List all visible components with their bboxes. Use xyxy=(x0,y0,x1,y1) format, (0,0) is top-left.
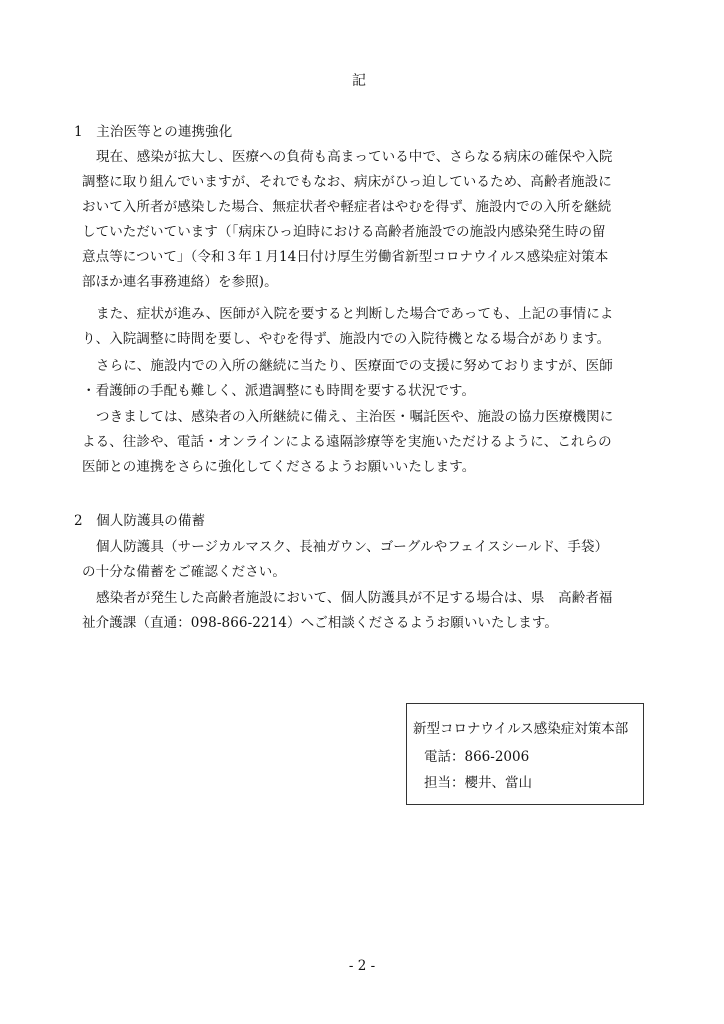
section1-line: 医師との連携をさらに強化してくださるようお願いいたします。 xyxy=(82,459,476,475)
contact-phone: 電話：866-2006 xyxy=(424,749,530,765)
section2-line: 祉介護課（直通：098-866-2214）へご相談くださるようお願いいたします。 xyxy=(82,615,558,631)
section1-line: つきましては、感染者の入所継続に備え、主治医・嘱託医や、施設の協力医療機関に xyxy=(96,409,614,425)
contact-org: 新型コロナウイルス感染症対策本部 xyxy=(413,721,629,737)
section1-line: さらに、施設内での入所の継続に当たり、医療面での支援に努めておりますが、医師 xyxy=(96,358,613,374)
section1-line: 現在、感染が拡大し、医療への負荷も高まっている中で、さらなる病床の確保や入院 xyxy=(96,149,613,165)
section1-line: 調整に取り組んでいますが、それでもなお、病床がひっ迫しているため、高齢者施設に xyxy=(82,174,612,190)
section2-line: 感染者が発生した高齢者施設において、個人防護具が不足する場合は、県 高齢者福 xyxy=(96,590,613,606)
section2-line: 個人防護具（サージカルマスク、長袖ガウン、ゴーグルやフェイスシールド、手袋） xyxy=(96,539,609,555)
section2-heading: 2 個人防護具の備蓄 xyxy=(74,513,206,529)
contact-box xyxy=(406,703,644,805)
section1-line: ・看護師の手配も難しく、派遣調整にも時間を要する状況です。 xyxy=(82,383,476,399)
section1-line: また、症状が進み、医師が入院を要すると判断した場合であっても、上記の事情によ xyxy=(96,306,614,322)
section1-line: り、入院調整に時間を要し、やむを得ず、施設内での入院待機となる場合があります。 xyxy=(82,331,611,347)
section2-line: の十分な備蓄をご確認ください。 xyxy=(82,564,286,580)
contact-staff: 担当：櫻井、當山 xyxy=(424,775,532,791)
section1-heading: 1 主治医等との連携強化 xyxy=(74,124,233,140)
section1-line: 意点等について」（令和３年１月14日付け厚生労働省新型コロナウイルス感染症対策本 xyxy=(82,249,609,265)
page-number: - 2 - xyxy=(348,958,376,974)
section1-line: よる、往診や、電話・オンラインによる遠隔診療等を実施いただけるように、これらの xyxy=(82,434,612,450)
section1-line: 部ほか連名事務連絡）を参照)。 xyxy=(82,274,278,290)
document-title: 記 xyxy=(352,73,366,89)
section1-line: していただいています（「病床ひっ迫時における高齢者施設での施設内感染発生時の留 xyxy=(82,224,606,240)
section1-line: おいて入所者が感染した場合、無症状者や軽症者はやむを得ず、施設内での入所を継続 xyxy=(82,199,612,215)
